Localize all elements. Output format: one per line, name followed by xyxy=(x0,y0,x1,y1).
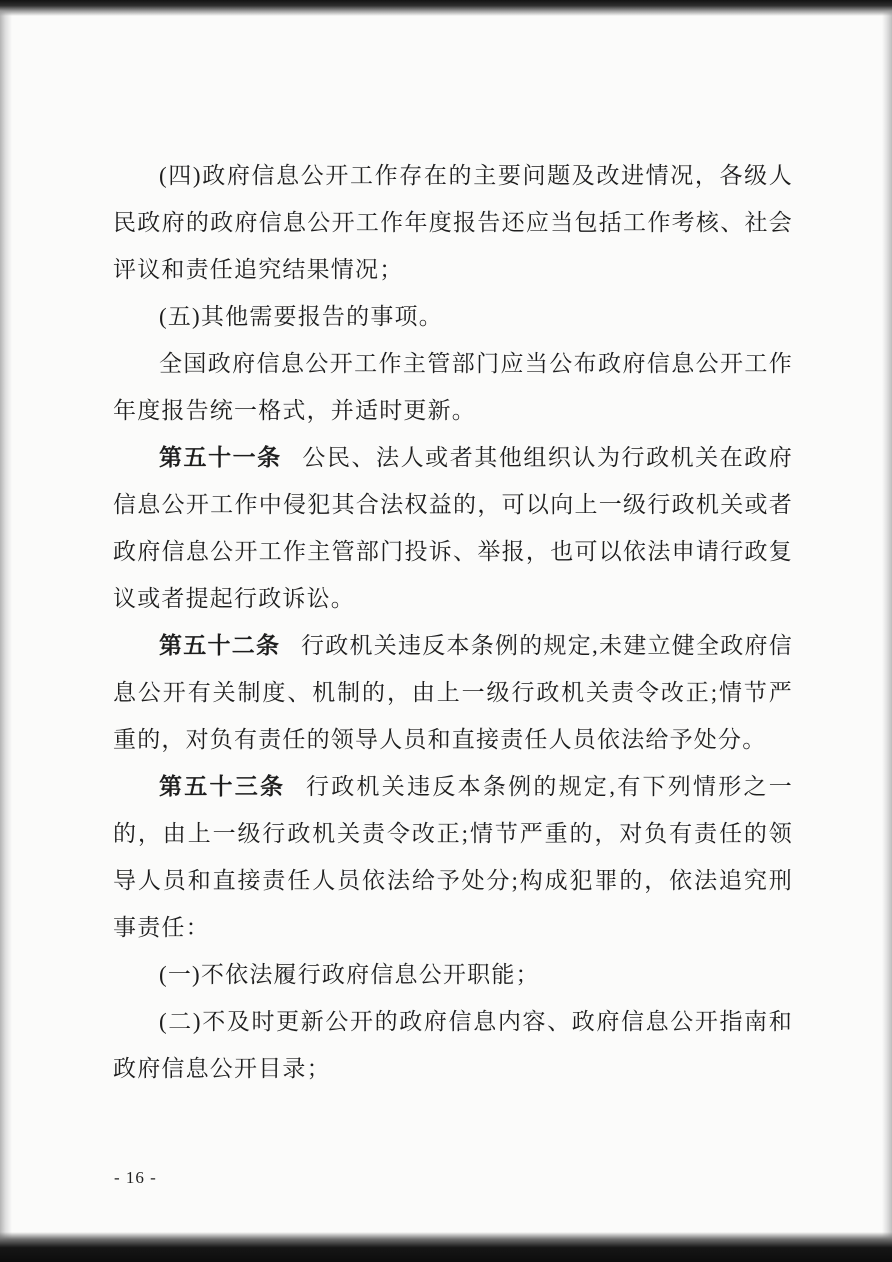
document-body xyxy=(113,152,793,1092)
article-number: 第五十一条 xyxy=(159,445,282,470)
paragraph xyxy=(113,152,793,293)
paragraph-text: 行政机关违反本条例的规定,未建立健全政府信息公开有关制度、机制的，由上一级行政机关责令改正;情节严重的，对负有责任的领导人员和直接责任人员依法给予处分。 xyxy=(113,633,794,752)
paragraph-text: 行政机关违反本条例的规定,有下列情形之一的，由上一级行政机关责令改正;情节严重的，对负有责任的领导人员和直接责任人员依法给予处分;构成犯罪的，依法追究刑事责任： xyxy=(113,774,794,940)
article-number: 第五十二条 xyxy=(159,633,281,658)
page-number: - 16 - xyxy=(114,1168,157,1187)
paragraph-text: (一)不依法履行政府信息公开职能； xyxy=(159,962,540,987)
paragraph xyxy=(113,434,793,622)
scan-edge-left xyxy=(0,0,12,1262)
paragraph xyxy=(113,340,793,434)
scan-edge-bottom xyxy=(0,1232,892,1262)
scan-edge-right xyxy=(882,0,892,1262)
paragraph-text: 全国政府信息公开工作主管部门应当公布政府信息公开工作年度报告统一格式，并适时更新。 xyxy=(113,351,793,423)
paragraph-text: 公民、法人或者其他组织认为行政机关在政府信息公开工作中侵犯其合法权益的，可以向上一级行政机关或者政府信息公开工作主管部门投诉、举报，也可以依法申请行政复议或者提起行政诉讼。 xyxy=(113,445,794,611)
paragraph xyxy=(113,951,793,998)
paragraph-text: (二)不及时更新公开的政府信息内容、政府信息公开指南和政府信息公开目录； xyxy=(113,1009,793,1081)
paragraph xyxy=(113,622,793,763)
paragraph xyxy=(113,293,793,340)
paragraph-text: (五)其他需要报告的事项。 xyxy=(159,304,443,329)
article-number: 第五十三条 xyxy=(159,774,286,799)
scan-edge-top xyxy=(0,0,892,16)
paragraph xyxy=(113,998,793,1092)
paragraph-text: (四)政府信息公开工作存在的主要问题及改进情况，各级人民政府的政府信息公开工作年度报告还应当包括工作考核、社会评议和责任追究结果情况； xyxy=(113,163,793,282)
paragraph xyxy=(113,763,793,951)
